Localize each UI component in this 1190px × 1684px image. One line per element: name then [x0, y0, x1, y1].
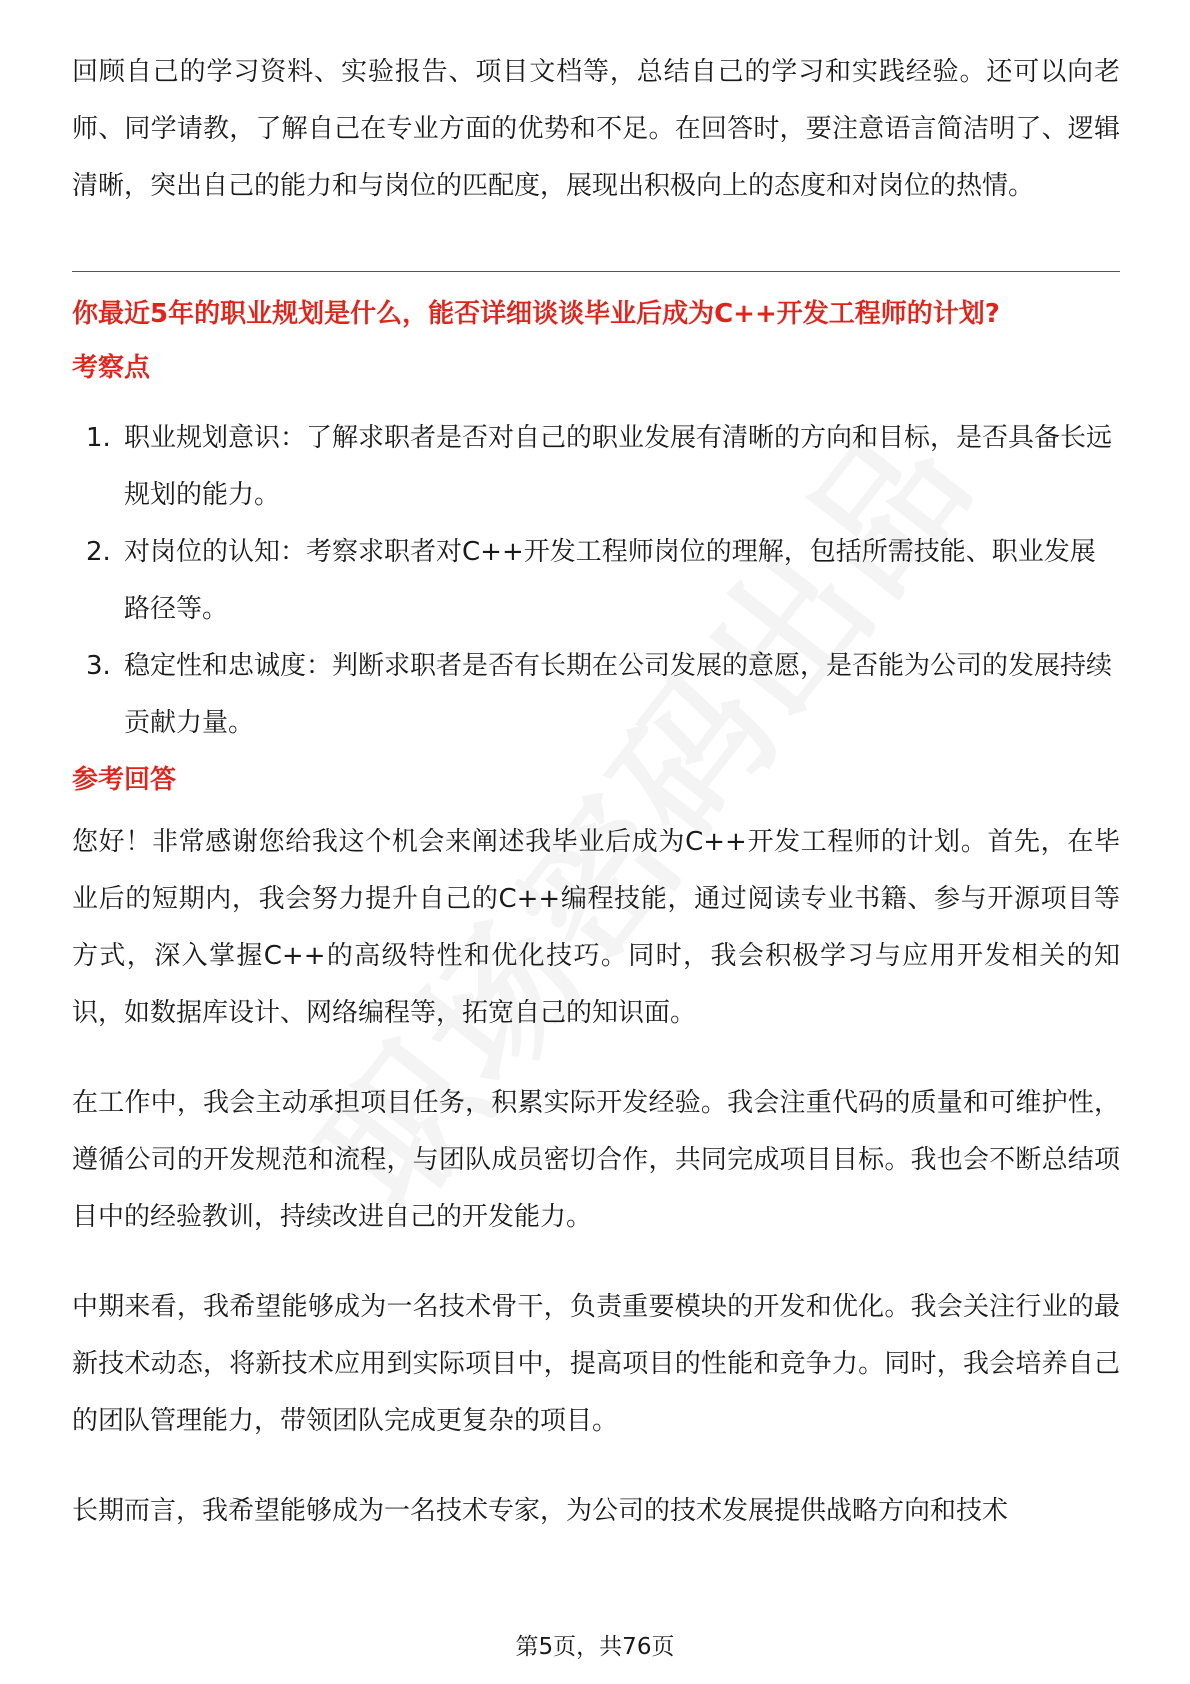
list-item-number: 1.	[86, 423, 111, 453]
answer-paragraph: 在工作中，我会主动承担项目任务，积累实际开发经验。我会注重代码的质量和可维护性，遵循公司的开发规范和流程，与团队成员密切合作，共同完成项目目标。我也会不断总结项目中的经验教训，持续改进自己的开发能力。	[72, 1088, 1120, 1232]
list-item-text: 职业规划意识：了解求职者是否对自己的职业发展有清晰的方向和目标，是否具备长远规划的能力。	[124, 423, 1113, 510]
examination-points-list	[72, 410, 1120, 752]
answer-paragraph: 您好！非常感谢您给我这个机会来阐述我毕业后成为C++开发工程师的计划。首先，在毕业后的短期内，我会努力提升自己的C++编程技能，通过阅读专业书籍、参与开源项目等方式，深入掌握C++的高级特性和优化技巧。同时，我会积极学习与应用开发相关的知识，如数据库设计、网络编程等，拓宽自己的知识面。	[72, 827, 1120, 1028]
list-item	[72, 524, 1120, 638]
examination-heading: 考察点	[72, 353, 151, 383]
document-page	[72, 44, 1120, 1540]
answer-heading: 参考回答	[72, 765, 177, 795]
list-item-text: 对岗位的认知：考察求职者对C++开发工程师岗位的理解，包括所需技能、职业发展路径等。	[124, 537, 1096, 624]
answer-paragraph: 长期而言，我希望能够成为一名技术专家，为公司的技术发展提供战略方向和技术	[72, 1496, 1009, 1526]
answer-paragraph: 中期来看，我希望能够成为一名技术骨干，负责重要模块的开发和优化。我会关注行业的最新技术动态，将新技术应用到实际项目中，提高项目的性能和竞争力。同时，我会培养自己的团队管理能力，带领团队完成更复杂的项目。	[72, 1292, 1120, 1436]
section-divider	[72, 271, 1120, 272]
question-title: 你最近5年的职业规划是什么，能否详细谈谈毕业后成为C++开发工程师的计划?	[72, 299, 1000, 329]
list-item-text: 稳定性和忠诚度：判断求职者是否有长期在公司发展的意愿，是否能为公司的发展持续贡献力量。	[124, 651, 1113, 738]
list-item	[72, 410, 1120, 524]
intro-paragraph: 回顾自己的学习资料、实验报告、项目文档等，总结自己的学习和实践经验。还可以向老师、同学请教，了解自己在专业方面的优势和不足。在回答时，要注意语言简洁明了、逻辑清晰，突出自己的能力和与岗位的匹配度，展现出积极向上的态度和对岗位的热情。	[72, 57, 1120, 201]
list-item	[72, 638, 1120, 752]
list-item-number: 3.	[86, 651, 111, 681]
page-footer: 第5页，共76页	[515, 1634, 675, 1660]
list-item-number: 2.	[86, 537, 111, 567]
